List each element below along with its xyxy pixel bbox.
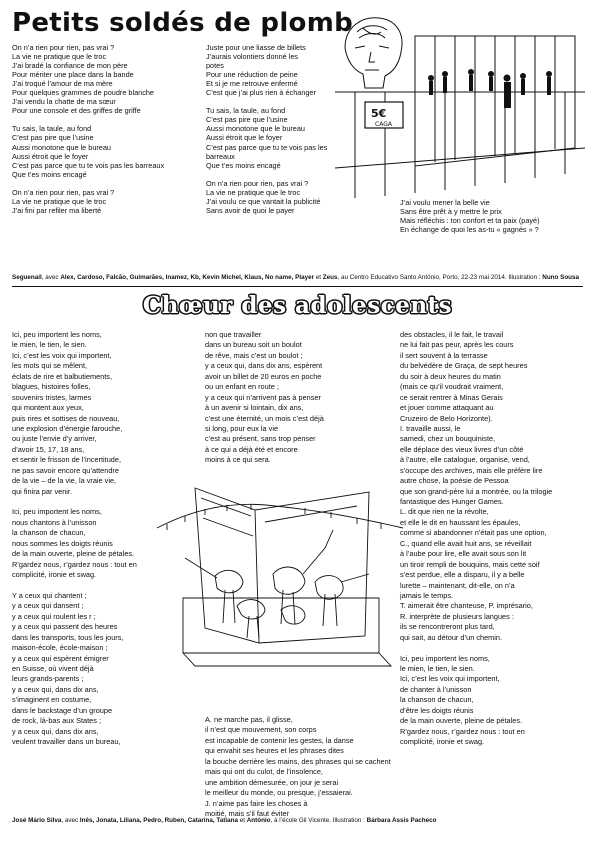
text-line: autre chose, la poésie de Pessoa [400, 476, 509, 486]
text-line: dans le backstage d’un groupe [12, 705, 113, 715]
poem-line: Sans avoir de quoi le payer [206, 205, 295, 215]
text-line: moitié, mais s’il faut éviter [205, 808, 290, 818]
poem-line: C’est pas parce que tu te vois pas les barreaux [12, 160, 165, 170]
text-line: le mien, le tien, le sien. [400, 664, 475, 673]
poem-line: J’ai fini par refiler ma liberté [12, 205, 102, 215]
text-line: nous sommes les doigts réunis [12, 538, 113, 548]
text-line: le meilleur du monde, ou presque, j’essaierai. [205, 788, 353, 798]
text-line: dans les transports, tous les jours, [12, 632, 124, 642]
text-line: la chanson de chacun, [400, 695, 474, 705]
text-line: y a ceux qui, dans dix ans, [12, 684, 99, 694]
text-line: du soir à deux heures du matin [400, 371, 501, 381]
text-line: nous chantons à l’unisson [12, 517, 97, 527]
poem-line: En échange de quoi les as-tu « gagnés » ? [400, 225, 539, 235]
text-line: leurs grands-parents ; [12, 674, 84, 684]
article2-title: Chœur des adolescents [142, 292, 453, 319]
text-line: de chanter à l’unisson [400, 684, 472, 694]
poem-line [206, 97, 338, 106]
text-line: de rock, là-bas aux States ; [12, 716, 101, 726]
text-line: jamais le temps. [400, 590, 454, 600]
poem-line: Sans être prêt à y mettre le prix [400, 207, 502, 217]
article2-column-1 [12, 330, 162, 748]
text-line: qui montent aux yeux, [12, 403, 84, 413]
text-line: veulent travailler dans un bureau, [12, 737, 121, 747]
article2-column-3 [400, 330, 585, 748]
text-line: la bouche derrière les mains, des phrases qui se cachent [205, 756, 391, 766]
text-line: samedi, chez un bouquiniste, [400, 434, 496, 444]
text-line: y a ceux qui n’arrivent pas à penser [205, 392, 321, 402]
poem-line: La vie ne pratique que le troc [12, 196, 107, 206]
article1-column-3 [400, 198, 585, 234]
poem-line: J’ai voulu mener la belle vie [400, 198, 490, 207]
poem-line: J’aurais volontiers donné les [206, 52, 299, 62]
poem-line: Mais réfléchis : ton confort et ta paix (payé) [400, 216, 540, 226]
text-line: si long, pour eux la vie [205, 423, 279, 433]
text-line: de rêve, mais c’est un boulot ; [205, 350, 303, 360]
text-line: mais qui ont du culot, de l’insolence, [205, 767, 323, 777]
text-line: R. interprète de plusieurs langues : [400, 611, 514, 621]
poem-line: Pour une réduction de peine [206, 70, 298, 80]
sign-word: CAGA [375, 121, 392, 128]
text-line: qui envahit ses heures et les phrases dites [205, 746, 344, 756]
article1-column-1 [12, 43, 187, 215]
text-line: c’est une éternité, un mois c’est déjà [205, 413, 324, 423]
poem-line [206, 170, 338, 179]
poem-line: barreaux [206, 151, 235, 161]
poem-line: Tu sais, la taule, au fond [206, 106, 286, 116]
text-line: Cruzeiro de Belo Horizonte). [400, 413, 493, 423]
poem-line: C’est que j’ai plus rien à échanger [206, 88, 316, 98]
section-divider [12, 286, 583, 287]
text-line: il sert souvent à la terrasse [400, 350, 488, 360]
poem-line: C’est pas pire que l’usine [206, 115, 288, 125]
text-line: à l’autre, elle catalogue, organise, vend, [400, 455, 530, 465]
text-line: complicité, ironie et swag. [400, 737, 485, 747]
text-line: à l’aube pour lire, elle avait sous son lit [400, 549, 527, 559]
poem-line: Juste pour une liasse de billets [206, 43, 306, 52]
text-line: un tiroir rempli de bouquins, mais cette soif [400, 559, 540, 569]
text-line: Ici, peu importent les noms, [400, 653, 490, 663]
poem-line: Aussi étroit que le foyer [12, 151, 89, 161]
text-line: y a ceux qui, dans dix ans, [12, 726, 99, 736]
article2-credits: José Mário Silva, avec Inês, Jonata, Liliana, Pedro, Ruben, Catarina, Tatiana et António, à l’école Gil Vicente. Illustration : Bárbara Assis Pacheco [12, 817, 437, 824]
text-line: est incapable de contenir les gestes, la danse [205, 735, 354, 745]
text-line: puis rires et sottises de nouveau, [12, 413, 120, 423]
text-line: du belvédère de Graça, de sept heures [400, 361, 528, 371]
text-line: fantastique des Hunger Games. [400, 497, 504, 506]
text-line: il n’est que mouvement, son corps [205, 725, 317, 735]
text-line: Ici, c’est les voix qui importent, [400, 674, 500, 684]
text-line: avoir un billet de 20 euros en poche [205, 371, 322, 381]
article1-title: Petits soldés de plomb [12, 8, 353, 38]
text-line: J. n’aime pas faire les choses à [205, 798, 308, 808]
text-line: à ce qui a déjà été et encore [205, 444, 298, 454]
text-line: la chanson de chacun, [12, 528, 86, 538]
poem-line: On n’a rien pour rien, pas vrai ? [206, 178, 309, 188]
text-line: d’être les doigts réunis [400, 705, 474, 715]
text-line: une ambition démesurée, on jour je serai [205, 777, 339, 787]
text-line: lurette – maintenant, dit-elle, on n’a [400, 580, 515, 590]
text-line: en Suisse, où vivent déjà [12, 664, 94, 673]
text-line: éclats de rire et balbutiements, [12, 371, 113, 381]
poem-line: Aussi monotone que le bureau [206, 124, 305, 134]
poem-line: Pour quelques grammes de poudre blanche [12, 88, 154, 98]
text-line: y a ceux qui roulent les r ; [12, 611, 96, 621]
text-line: dans un bureau soit un boulot [205, 340, 302, 350]
text-line: qui finira par venir. [12, 486, 73, 496]
text-line [12, 497, 162, 507]
poem-line: J’ai voulu ce que vantait la publicité [206, 196, 321, 206]
poem-line: J’ai troqué l’amour de ma mère [12, 79, 113, 89]
text-line: souvenirs tristes, larmes [12, 392, 92, 402]
text-line: s’imaginent en costume, [12, 695, 92, 705]
poem-line: C’est pas pire que l’usine [12, 133, 94, 143]
poem-line: La vie ne pratique que le troc [12, 52, 107, 62]
text-line: I. travaille aussi, le [400, 423, 461, 433]
article2-column-2-bottom [205, 715, 400, 819]
text-line: d’avoir 15, 17, 18 ans, [12, 444, 85, 454]
text-line: maison-école, école-maison ; [12, 643, 108, 653]
text-line: L. dit que rien ne la révolte, [400, 507, 489, 517]
poem-line: La vie ne pratique que le troc [206, 187, 301, 197]
text-line: blagues, histoires folles, [12, 382, 91, 392]
poem-line: Aussi monotone que le bureau [12, 142, 111, 152]
text-line: de la main ouverte, pleine de pétales. [12, 549, 135, 559]
storks-illustration [155, 478, 405, 670]
text-line: des obstacles, il le fait, le travail [400, 330, 504, 339]
text-line: A. ne marche pas, il glisse, [205, 715, 293, 724]
poem-line: Tu sais, la taule, au fond [12, 124, 92, 134]
text-line: R’gardez nous, r’gardez nous : tout en [12, 559, 137, 569]
poem-line: Pour une console et des griffes de griffe [12, 106, 141, 116]
text-line: comme si abandonner n’était pas une option, [400, 528, 547, 538]
text-line: moins à ce qui sera. [205, 455, 271, 465]
text-line: (mais ce qu’il voudrait vraiment, [400, 382, 504, 392]
text-line: c’est au présent, sans trop penser [205, 434, 316, 444]
text-line: ou un enfant en route ; [205, 382, 279, 392]
poem-line: potes [206, 61, 224, 71]
text-line: y a ceux qui, dans dix ans, espèrent [205, 361, 323, 371]
text-line: à un avenir si lointain, dix ans, [205, 403, 304, 413]
poem-line: Et si je me retrouve enfermé [206, 79, 298, 89]
text-line: qui sait, au détour d’un chemin. [400, 632, 503, 642]
article1-column-2 [206, 43, 338, 215]
text-line: elle déplace des vieux livres d’un côté [400, 444, 524, 454]
poem-line: Pour mériter une place dans la bande [12, 70, 134, 80]
text-line: de la main ouverte, pleine de pétales. [400, 716, 523, 726]
poem-line [12, 115, 187, 124]
poem-line [12, 179, 187, 188]
text-line [12, 581, 162, 591]
poem-line: C’est pas parce que tu te vois pas les [206, 142, 328, 152]
prison-illustration [335, 8, 585, 198]
text-line: R’gardez nous, r’gardez nous : tout en [400, 726, 525, 736]
text-line: complicité, ironie et swag. [12, 570, 97, 580]
text-line: et elle le dit en haussant les épaules, [400, 517, 521, 527]
text-line: ou juste l’envie d’y arriver, [12, 434, 97, 444]
sign-price: 5€ [371, 107, 387, 120]
poem-line: Que t’es moins encagé [12, 169, 87, 179]
text-line: le mien, le tien, le sien. [12, 340, 87, 350]
text-line: Ici, c’est les voix qui importent, [12, 350, 112, 360]
poem-line: J’ai vendu la chatte de ma sœur [12, 97, 116, 107]
article1-credits: Seguenail, avec Alex, Cardoso, Falcão, Guimarães, Inamez, Kb, Kevin Michel, Klaus, No name, Player et Zeus, au Centro Educativo Santo António, Porto, 22-23 mai 2014. Illustration : Nuno Sousa [12, 274, 580, 281]
text-line [400, 643, 585, 653]
text-line: les mots qui se mêlent, [12, 361, 88, 371]
text-line: et jouer comme attaquant au [400, 403, 494, 413]
text-line: s’est perdue, elle a disparu, il y a belle [400, 570, 525, 580]
article2-column-2-top [205, 330, 385, 466]
text-line: y a ceux qui passent des heures [12, 622, 118, 632]
poem-line: Aussi étroit que le foyer [206, 133, 283, 143]
text-line: ce serait rentrer à Minas Gerais [400, 392, 503, 402]
text-line: Ici, peu importent les noms, [12, 507, 102, 517]
text-line: ne pas savoir encore qu’attendre [12, 465, 119, 475]
text-line: s’occupe des archives, mais elle préfère lire [400, 465, 543, 475]
poem-line: On n’a rien pour rien, pas vrai ? [12, 187, 115, 197]
text-line: y a ceux qui dansent ; [12, 601, 84, 611]
text-line: T. aimerait être chanteuse, P. imprésario, [400, 601, 533, 611]
poem-line: J’ai bradé la confiance de mon père [12, 61, 128, 71]
poem-line: On n’a rien pour rien, pas vrai ? [12, 43, 115, 52]
text-line: y a ceux qui espèrent émigrer [12, 653, 109, 663]
text-line: C., quand elle avait huit ans, se réveillait [400, 538, 532, 548]
text-line: Ici, peu importent les noms, [12, 330, 102, 339]
text-line: Y a ceux qui chantent ; [12, 590, 87, 600]
text-line: et sentir le frisson de l’incertitude, [12, 455, 121, 465]
poem-line: Que t’es moins encagé [206, 160, 281, 170]
text-line: non que travailler [205, 330, 262, 339]
text-line: ne lui fait pas peur, après les cours [400, 340, 514, 350]
text-line: une explosion d’énergie farouche, [12, 423, 123, 433]
text-line: de la vie – de la vie, la vraie vie, [12, 476, 117, 486]
text-line: que son grand-père lui a montrée, ou la trilogie [400, 486, 553, 496]
text-line: ils se rencontreront plus tard, [400, 622, 495, 632]
